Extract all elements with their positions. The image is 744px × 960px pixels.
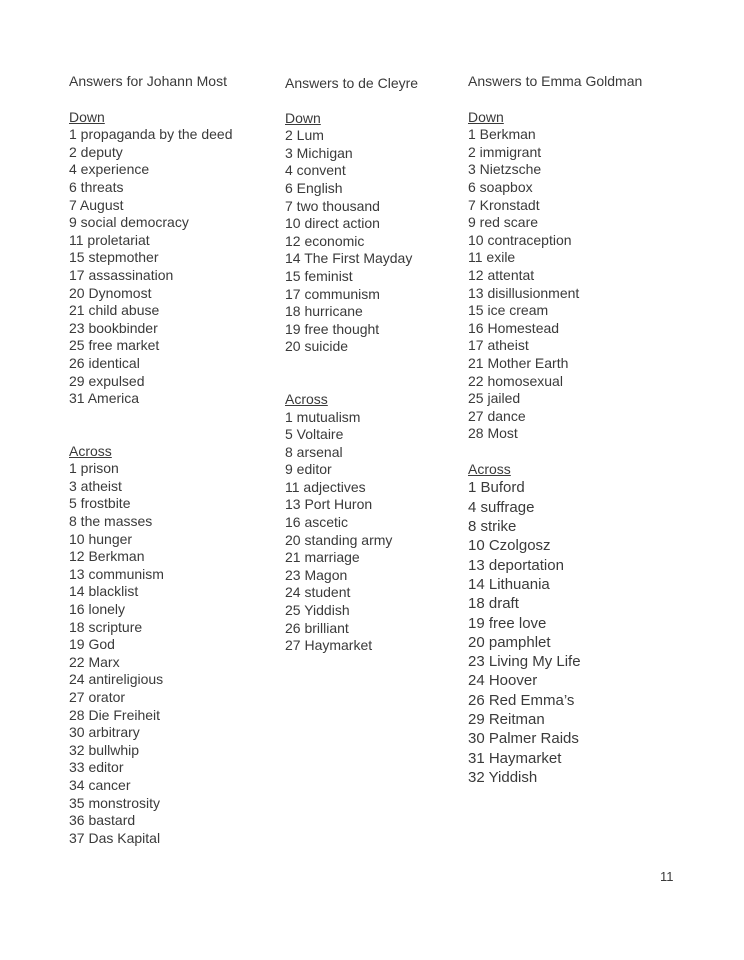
- answer-item: 13 Port Huron: [285, 496, 373, 513]
- section-heading-down: Down: [285, 109, 321, 126]
- answer-item: 24 Hoover: [468, 672, 538, 690]
- answer-item: 15 feminist: [285, 267, 353, 284]
- answer-list-down: [468, 126, 668, 443]
- answer-item: 26 brilliant: [285, 619, 349, 636]
- answer-item: 1 propaganda by the deed: [69, 126, 233, 143]
- answer-item: 11 proletariat: [69, 231, 150, 248]
- answer-item: 8 the masses: [69, 513, 153, 530]
- answer-item: 30 Palmer Raids: [468, 730, 579, 748]
- answer-item: 11 exile: [468, 249, 516, 266]
- column-title: Answers to Emma Goldman: [468, 73, 643, 89]
- answer-item: 17 assassination: [69, 266, 174, 283]
- answer-item: 20 pamphlet: [468, 633, 551, 651]
- column-title: Answers to de Cleyre: [285, 75, 419, 91]
- section-heading-down: Down: [69, 108, 105, 125]
- answer-item: 20 standing army: [285, 531, 393, 548]
- answer-item: 7 two thousand: [285, 197, 380, 214]
- answer-item: 32 bullwhip: [69, 741, 140, 758]
- answer-item: 9 editor: [285, 461, 332, 478]
- answer-item: 17 communism: [285, 285, 380, 302]
- answer-item: 13 disillusionment: [468, 284, 580, 301]
- section-heading-across: Across: [468, 460, 511, 477]
- answer-item: 28 Most: [468, 425, 518, 442]
- answer-item: 9 social democracy: [69, 214, 189, 231]
- answer-item: 24 antireligious: [69, 671, 164, 688]
- answer-item: 2 Lum: [285, 127, 324, 144]
- answer-item: 1 mutualism: [285, 408, 361, 425]
- answer-item: 34 cancer: [69, 776, 131, 793]
- answer-item: 17 atheist: [468, 337, 529, 354]
- answer-item: 29 Reitman: [468, 711, 545, 729]
- answer-item: 36 bastard: [69, 812, 136, 829]
- answer-item: 4 convent: [285, 162, 346, 179]
- answer-item: 1 Buford: [468, 479, 525, 497]
- answer-item: 14 The First Mayday: [285, 250, 413, 267]
- answers-column-de-cleyre: [285, 75, 455, 655]
- answer-item: 13 communism: [69, 565, 164, 582]
- answer-item: 16 ascetic: [285, 514, 349, 531]
- answer-item: 14 blacklist: [69, 583, 139, 600]
- answer-item: 12 Berkman: [69, 548, 145, 565]
- answer-item: 3 Nietzsche: [468, 161, 542, 178]
- answer-item: 14 Lithuania: [468, 575, 550, 593]
- answer-item: 11 adjectives: [285, 478, 366, 495]
- answer-item: 23 bookbinder: [69, 319, 158, 336]
- answer-item: 15 stepmother: [69, 249, 159, 266]
- answer-item: 37 Das Kapital: [69, 829, 161, 846]
- answer-item: 16 lonely: [69, 601, 126, 618]
- answer-item: 21 Mother Earth: [468, 354, 569, 371]
- answer-item: 16 Homestead: [468, 319, 560, 336]
- answer-item: 26 identical: [69, 354, 140, 371]
- answer-item: 33 editor: [69, 759, 124, 776]
- answer-item: 1 Berkman: [468, 126, 536, 143]
- answer-item: 19 free love: [468, 614, 547, 632]
- answer-item: 29 expulsed: [69, 372, 145, 389]
- answer-item: 24 student: [285, 584, 351, 601]
- answer-item: 20 Dynomost: [69, 284, 152, 301]
- answer-item: 20 suicide: [285, 338, 349, 355]
- answer-item: 13 deportation: [468, 556, 564, 574]
- answer-item: 2 deputy: [69, 143, 123, 160]
- answer-item: 23 Living My Life: [468, 653, 581, 671]
- answer-item: 35 monstrosity: [69, 794, 161, 811]
- answer-item: 31 Haymarket: [468, 749, 562, 767]
- answer-item: 25 free market: [69, 337, 160, 354]
- answer-item: 23 Magon: [285, 566, 348, 583]
- answer-list-down: [285, 127, 455, 356]
- answer-item: 7 August: [69, 196, 124, 213]
- answer-item: 25 Yiddish: [285, 602, 350, 619]
- answer-list-down: [69, 126, 269, 408]
- answer-item: 30 arbitrary: [69, 724, 140, 741]
- answer-item: 12 attentat: [468, 266, 535, 283]
- answer-item: 12 economic: [285, 232, 365, 249]
- answer-list-across: [285, 409, 455, 655]
- section-heading-across: Across: [285, 390, 328, 407]
- answers-column-most: [69, 73, 269, 847]
- answer-item: 10 Czolgosz: [468, 537, 551, 555]
- section-heading-across: Across: [69, 442, 112, 459]
- answer-item: 21 marriage: [285, 549, 360, 566]
- answer-item: 10 direct action: [285, 215, 380, 232]
- answer-list-across: [69, 460, 269, 847]
- answer-item: 15 ice cream: [468, 302, 549, 319]
- answer-item: 3 Michigan: [285, 144, 353, 161]
- answer-item: 18 scripture: [69, 618, 143, 635]
- answer-item: 32 Yiddish: [468, 768, 538, 786]
- answer-item: 9 red scare: [468, 214, 539, 231]
- answer-item: 5 frostbite: [69, 495, 131, 512]
- answer-list-across: [468, 478, 668, 787]
- answer-item: 27 orator: [69, 689, 126, 705]
- answer-item: 28 Die Freiheit: [69, 706, 161, 723]
- answer-item: 1 prison: [69, 460, 119, 477]
- answer-item: 25 jailed: [468, 390, 521, 407]
- answer-item: 22 homosexual: [468, 372, 563, 389]
- answer-item: 19 God: [69, 636, 115, 653]
- answer-item: 22 Marx: [69, 653, 120, 670]
- answer-item: 21 child abuse: [69, 302, 160, 319]
- answer-item: 27 dance: [468, 407, 526, 424]
- answer-item: 26 Red Emma’s: [468, 691, 575, 709]
- answer-item: 10 hunger: [69, 530, 133, 547]
- answer-item: 2 immigrant: [468, 143, 542, 160]
- answer-item: 31 America: [69, 390, 140, 407]
- answer-item: 19 free thought: [285, 320, 380, 337]
- answer-item: 27 Haymarket: [285, 637, 373, 654]
- page-number: 11: [660, 869, 674, 884]
- answer-item: 8 arsenal: [285, 443, 343, 460]
- section-heading-down: Down: [468, 108, 504, 125]
- answer-item: 6 threats: [69, 178, 124, 195]
- column-title: Answers for Johann Most: [69, 73, 227, 89]
- answer-item: 6 English: [285, 179, 343, 196]
- answer-item: 4 experience: [69, 161, 150, 178]
- answer-item: 4 suffrage: [468, 498, 535, 516]
- answers-column-goldman: [468, 73, 668, 787]
- answer-item: 10 contraception: [468, 231, 572, 248]
- answer-item: 5 Voltaire: [285, 426, 344, 443]
- answer-item: 8 strike: [468, 518, 517, 536]
- answer-item: 18 draft: [468, 595, 519, 613]
- answer-item: 7 Kronstadt: [468, 196, 540, 213]
- answer-item: 6 soapbox: [468, 178, 533, 195]
- answer-item: 3 atheist: [69, 477, 122, 494]
- answer-item: 18 hurricane: [285, 303, 363, 320]
